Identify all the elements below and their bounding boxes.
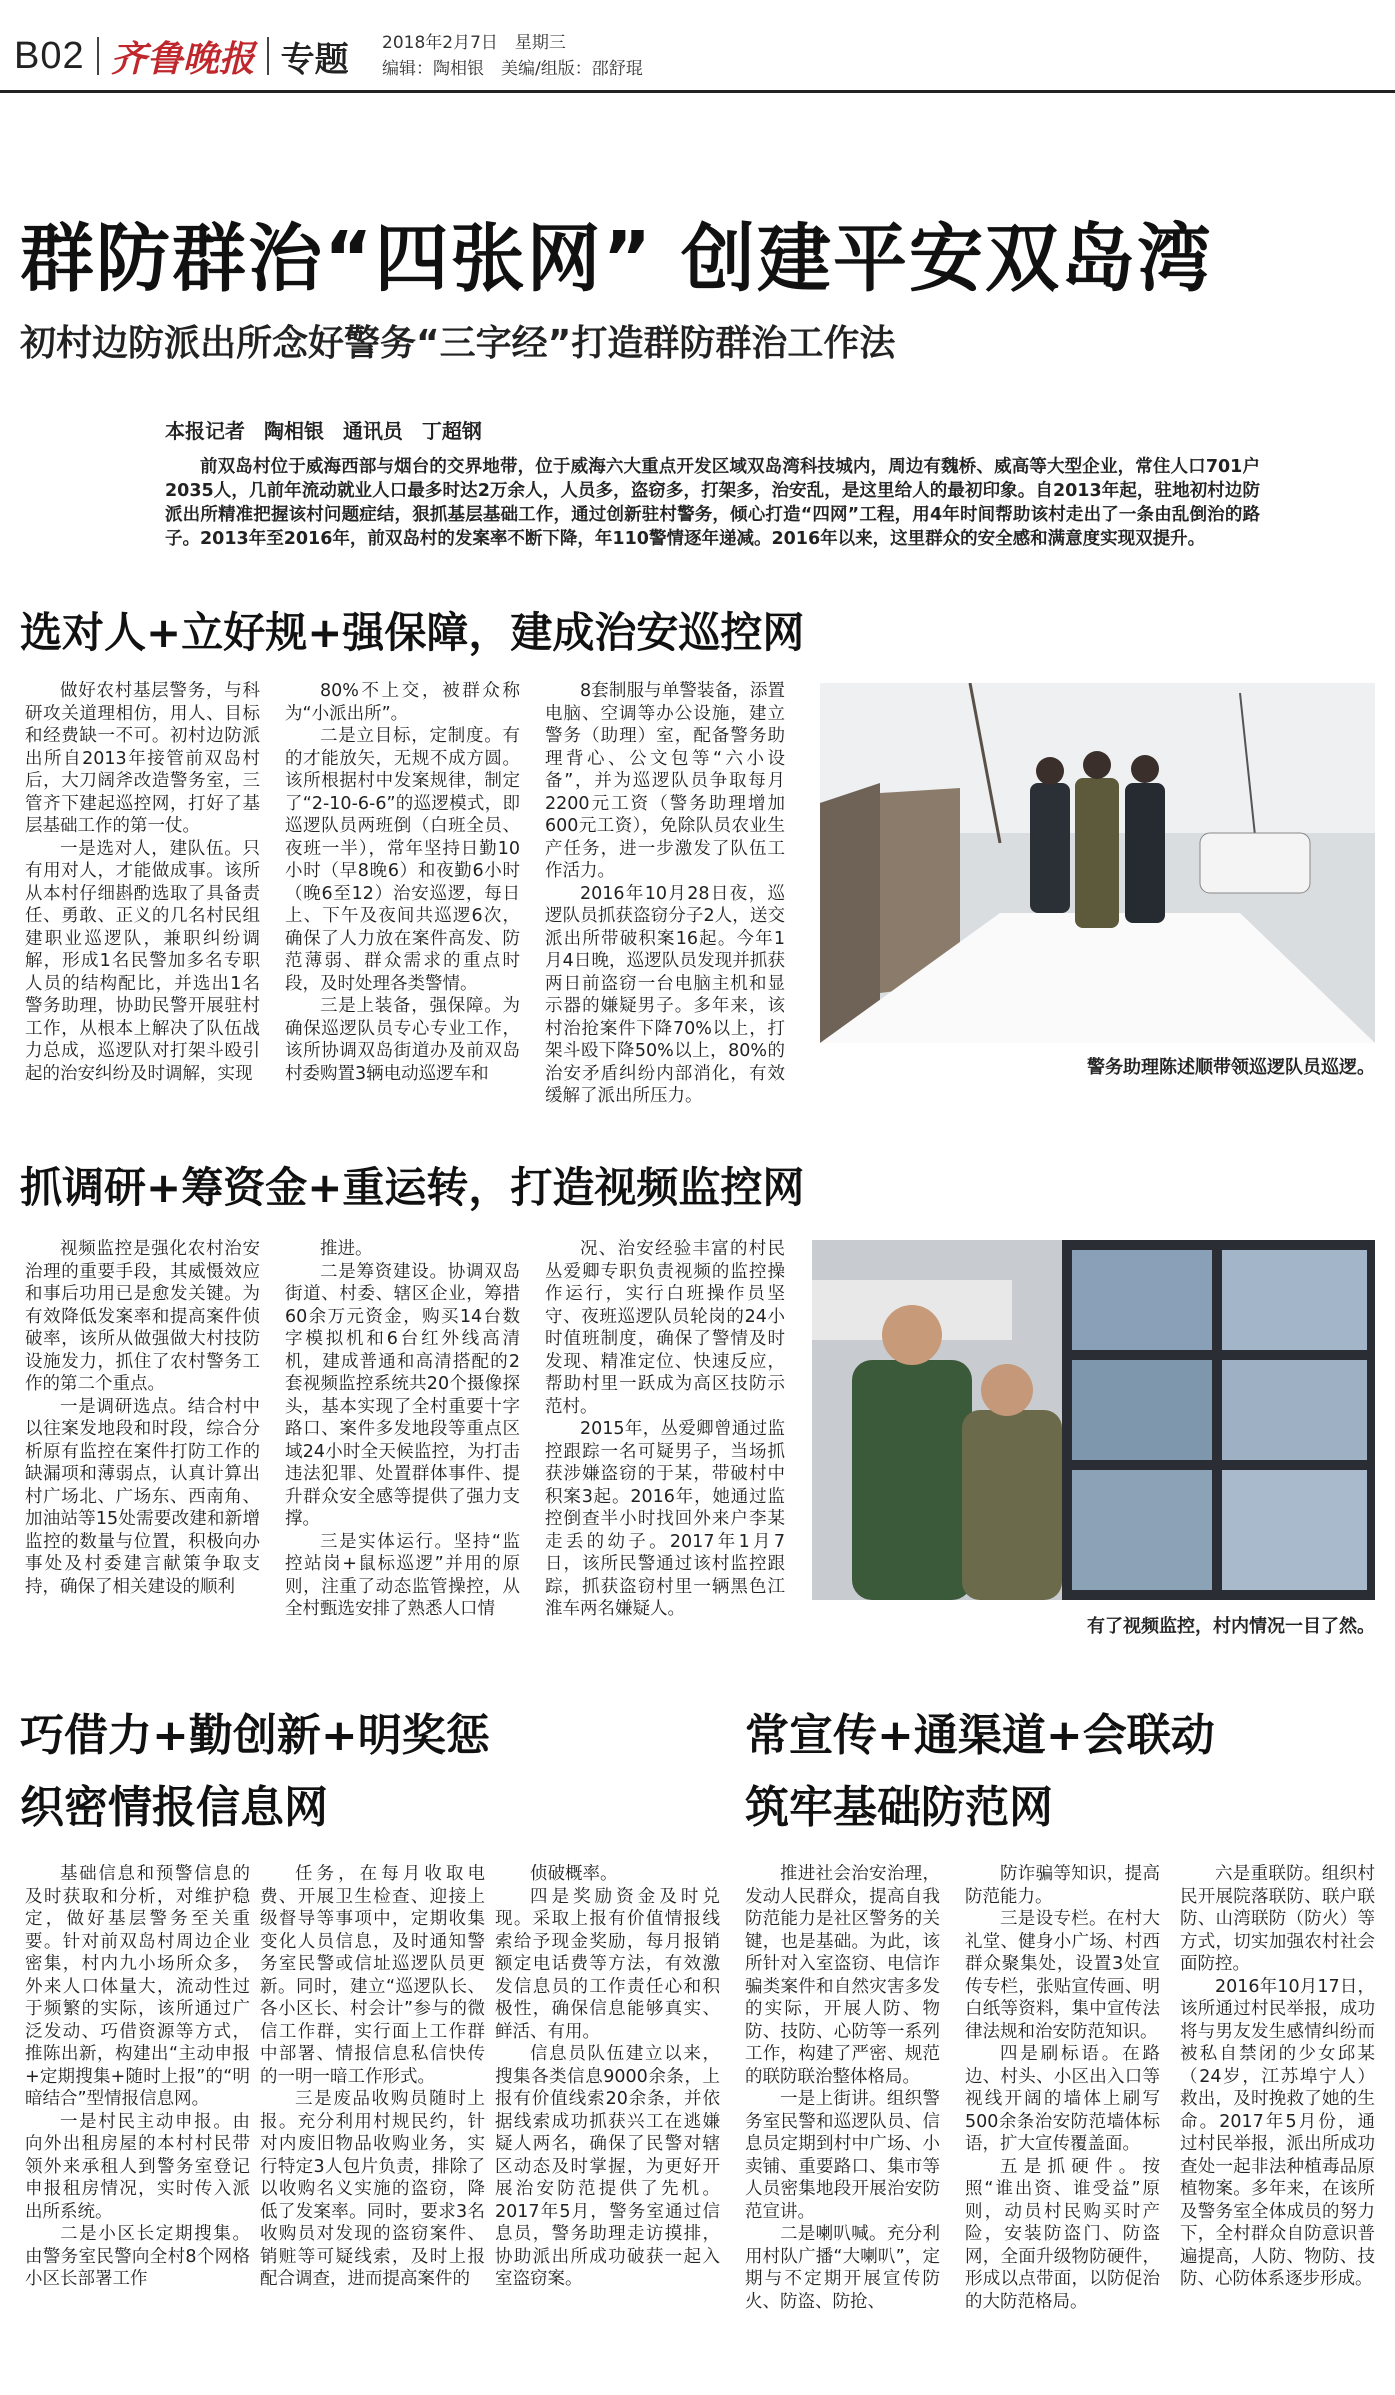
paragraph: 侦破概率。: [530, 1864, 618, 1884]
section3-title: [20, 1700, 490, 1844]
section4-column-1: [745, 1863, 940, 2388]
paragraph: 2015年，丛爱卿曾通过监控跟踪一名可疑男子，当场抓获涉嫌盗窃的于某，带破村中积案3起。2016年，她通过监控倒查半小时找回外来户李某走丢的幼子。2017年1月7日，该所民警通过该村监控跟踪，抓获盗窃村里一辆黑色江淮车两名嫌疑人。: [545, 1419, 785, 1619]
paragraph: 做好农村基层警务，与科研攻关道理相仿，用人、目标和经费缺一不可。初村边防派出所自2013年接管前双岛村后，大刀阔斧改造警务室，三管齐下建起巡控网，打好了基层基础工作的第一仗。: [25, 681, 260, 836]
section2-column-2: [285, 1238, 520, 1678]
section4-title: [745, 1700, 1215, 1844]
section1-title: 选对人+立好规+强保障，建成治安巡控网: [20, 608, 805, 657]
byline: [165, 415, 494, 444]
paragraph: 一是选对人，建队伍。只有用对人，才能做成事。该所从本村仔细斟酌选取了具备责任、勇敢、正义的几名村民组建职业巡逻队，兼职纠纷调解，形成1名民警加多名专职人员的结构配比，并选出1名警务助理，协助民警开展驻村工作，从根本上解决了队伍战力总成，巡逻队对打架斗殴引起的治安纠纷及时调解，实现: [25, 838, 260, 1084]
paragraph: 2016年10月28日夜，巡逻队员抓获盗窃分子2人，送交派出所带破积案16起。今年1月4日晚，巡逻队员发现并抓获两日前盗窃一台电脑主机和显示器的嫌疑男子。多年来，该村治抢案件下降70%以上，打架斗殴下降50%以上，80%的治安矛盾纠纷内部消化，有效缓解了派出所压力。: [545, 883, 785, 1106]
paragraph: 六是重联防。组织村民开展院落联防、联户联防、山湾联防（防火）等方式，切实加强农村社会面防控。: [1180, 1864, 1375, 1974]
section-name: 专题: [280, 39, 349, 80]
paragraph: 80%不上交，被群众称为“小派出所”。: [285, 681, 520, 724]
section2-column-3: [545, 1238, 785, 1678]
newspaper-logo: 齐鲁晚报: [110, 37, 255, 80]
section4-column-3: [1180, 1863, 1375, 2388]
section3-title-line1: 巧借力+勤创新+明奖惩: [20, 1710, 490, 1761]
section3-column-1: [25, 1863, 250, 2388]
section3-column-3: [495, 1863, 720, 2388]
surveillance-photo-image: [812, 1240, 1375, 1600]
section2-title: 抓调研+筹资金+重运转，打造视频监控网: [20, 1163, 805, 1212]
paragraph: 三是实体运行。坚持“监控站岗+鼠标巡逻”并用的原则，注重了动态监管操控，从全村甄选安排了熟悉人口情: [285, 1531, 520, 1619]
surveillance-photo: [812, 1240, 1375, 1600]
paragraph: 况、治安经验丰富的村民丛爱卿专职负责视频的监控操作运行，实行白班操作员坚守、夜班巡逻队员轮岗的24小时值班制度，确保了警情及时发现、精准定位、快速反应，帮助村里一跃成为高区技防示范村。: [545, 1239, 785, 1417]
section3-title-line2: 织密情报信息网: [20, 1782, 328, 1833]
paragraph: 四是奖励资金及时兑现。采取上报有价值情报线索给予现金奖励，每月报销额定电话费等方法，有效激发信息员的工作责任心和积极性，确保信息能够真实、鲜活、有用。: [495, 1886, 720, 2042]
paragraph: 防诈骗等知识，提高防范能力。: [965, 1864, 1160, 1907]
reporter-name: 陶相银: [263, 419, 324, 443]
issue-date: 2018年2月7日 星期三: [382, 33, 566, 53]
correspondent-label: 通讯员: [342, 419, 403, 443]
lead-paragraph: 前双岛村位于威海西部与烟台的交界地带，位于威海六大重点开发区域双岛湾科技城内，周边有魏桥、威高等大型企业，常住人口701户2035人，几前年流动就业人口最多时达2万余人，人员多，盗窃多，打架多，治安乱，是这里给人的最初印象。自2013年起，驻地初村边防派出所精准把握该村问题症结，狠抓基层基础工作，通过创新驻村警务，倾心打造“四网”工程，用4年时间帮助该村走出了一条由乱倒治的路子。2013年至2016年，前双岛村的发案率不断下降，年110警情逐年递减。2016年以来，这里群众的安全感和满意度实现双提升。: [165, 457, 1260, 549]
section1-column-1: [25, 680, 260, 1120]
headline: 群防群治“四张网” 创建平安双岛湾: [20, 216, 1214, 302]
masthead-divider: [97, 37, 99, 75]
paragraph: 2016年10月17日，该所通过村民举报，成功将与男友发生感情纠纷而被私自禁闭的少女邱某（24岁，江苏埠宁人）救出，及时挽救了她的生命。2017年5月份，通过村民举报，派出所成功查处一起非法种植毒品原植物案。多年来，在该所及警务室全体成员的努力下，全村群众自防意识普遍提高，人防、物防、技防、心防体系逐步形成。: [1180, 1976, 1375, 2289]
paragraph: 信息员队伍建立以来，搜集各类信息9000余条，上报有价值线索20余条，并依据线索成功抓获兴工在逃嫌疑人两名，确保了民警对辖区动态及时掌握，为更好开展治安防范提供了先机。2017年5月，警务室通过信息员，警务助理走访摸排，协助派出所成功破获一起入室盗窃案。: [495, 2044, 720, 2289]
paragraph: 8套制服与单警装备，添置电脑、空调等办公设施，建立警务（助理）室，配备警务助理背心、公文包等“六小设备”，并为巡逻队员争取每月2200元工资（警务助理增加600元工资），免除队员农业生产任务，进一步激发了队伍工作活力。: [545, 681, 785, 881]
section3-column-2: [260, 1863, 485, 2388]
paragraph: 任务，在每月收取电费、开展卫生检查、迎接上级督导等事项中，定期收集变化人员信息，及时通知警务室民警或信址巡逻队员更新。同时，建立“巡逻队长、各小区长、村会计”参与的微信工作群，实行面上工作群中部署、情报信息私信快传的一明一暗工作形式。: [260, 1864, 485, 2087]
section1-column-2: [285, 680, 520, 1120]
reporter-label: 本报记者: [165, 419, 245, 443]
correspondent-name: 丁超钢: [421, 419, 482, 443]
paragraph: 三是上装备，强保障。为确保巡逻队员专心专业工作，该所协调双岛街道办及前双岛村委购置3辆电动巡逻车和: [285, 996, 520, 1084]
section2-photo-caption: 有了视频监控，村内情况一目了然。: [1087, 1616, 1375, 1637]
section4-title-line1: 常宣传+通渠道+会联动: [745, 1710, 1215, 1761]
section2-column-1: [25, 1238, 260, 1678]
paragraph: 二是立目标，定制度。有的才能放矢，无规不成方圆。该所根据村中发案规律，制定了“2-10-6-6”的巡逻模式，即巡逻队员两班倒（白班全员、夜班一半），常年坚持日勤10小时（早8晚6）和夜勤6小时（晚6至12）治安巡逻，每日上、下午及夜间共巡逻6次，确保了人力放在案件高发、防范薄弱、群众需求的重点时段，及时处理各类警情。: [285, 726, 520, 994]
paragraph: 三是废品收购员随时上报。充分利用村规民约，针对内废旧物品收购业务，实行特定3人包片负责，排除了以收购名义实施的盗窃，降低了发案率。同时，要求3名收购员对发现的盗窃案件、销赃等可疑线索，及时上报配合调查，进而提高案件的: [260, 2089, 485, 2289]
section4-column-2: [965, 1863, 1160, 2388]
patrol-photo: [820, 683, 1375, 1043]
subheadline: 初村边防派出所念好警务“三字经”打造群防群治工作法: [20, 323, 896, 364]
masthead-rule: [0, 90, 1395, 93]
section1-photo-caption: 警务助理陈述顺带领巡逻队员巡逻。: [1087, 1057, 1375, 1078]
section1-column-3: [545, 680, 785, 1120]
paragraph: 一是调研选点。结合村中以往案发地段和时段，综合分析原有监控在案件打防工作的缺漏项和薄弱点，认真计算出村广场北、广场东、西南角、加油站等15处需要改建和新增监控的数量与位置，积极向办事处及村委建言献策争取支持，确保了相关建设的顺利: [25, 1396, 260, 1597]
paragraph: 推进。: [320, 1239, 373, 1259]
paragraph: 视频监控是强化农村治安治理的重要手段，其威慑效应和事后功用已是愈发关键。为有效降低发案率和提高案件侦破率，该所从做强做大村技防设施发力，抓住了农村警务工作的第二个重点。: [25, 1239, 260, 1394]
paragraph: 一是村民主动申报。由向外出租房屋的本村村民带领外来承租人到警务室登记申报租房情况，实时传入派出所系统。: [25, 2111, 250, 2222]
paragraph: 二是筹资建设。协调双岛街道、村委、辖区企业，筹措60余万元资金，购买14台数字模拟机和6台红外线高清机，建成普通和高清搭配的2套视频监控系统共20个摄像探头，基本实现了全村重要十字路口、案件多发地段等重点区域24小时全天候监控，为打击违法犯罪、处置群体事件、提升群众安全感等提供了强力支撑。: [285, 1261, 520, 1529]
masthead: [14, 30, 349, 82]
paragraph: 五是抓硬件。按照“谁出资、谁受益”原则，动员村民购买时产险，安装防盗门、防盗网，全面升级物防硬件，形成以点带面，以防促治的大防范格局。: [965, 2156, 1160, 2312]
editor-credits: 编辑：陶相银 美编/组版：邵舒琨: [382, 59, 643, 79]
issue-meta: [382, 30, 643, 82]
paragraph: 二是小区长定期搜集。由警务室民警向全村8个网格小区长部署工作: [25, 2224, 250, 2289]
masthead-divider: [267, 37, 269, 75]
paragraph: 四是刷标语。在路边、村头、小区出入口等视线开阔的墙体上刷写500余条治安防范墙体标语，扩大宣传覆盖面。: [965, 2044, 1160, 2154]
paragraph: 三是设专栏。在村大礼堂、健身小广场、村西群众聚集处，设置3处宣传专栏，张贴宣传画、明白纸等资料，集中宣传法律法规和治安防范知识。: [965, 1909, 1160, 2042]
paragraph: 基础信息和预警信息的及时获取和分析，对维护稳定，做好基层警务至关重要。针对前双岛村周边企业密集，村内九小场所众多，外来人口体量大，流动性过于频繁的实际，该所通过广泛发动、巧借资源等方式，推陈出新，构建出“主动申报+定期搜集+随时上报”的“明暗结合”型情报信息网。: [25, 1864, 250, 2109]
page-number: B02: [14, 34, 85, 77]
paragraph: 一是上街讲。组织警务室民警和巡逻队员、信息员定期到村中广场、小卖铺、重要路口、集市等人员密集地段开展治安防范宣讲。: [745, 2089, 940, 2222]
paragraph: 二是喇叭喊。充分利用村队广播“大喇叭”，定期与不定期开展宣传防火、防盗、防抢、: [745, 2224, 940, 2312]
section4-title-line2: 筑牢基础防范网: [745, 1782, 1053, 1833]
paragraph: 推进社会治安治理，发动人民群众，提高自我防范能力是社区警务的关键，也是基础。为此，该所针对入室盗窃、电信诈骗类案件和自然灾害多发的实际，开展人防、物防、技防、心防等一系列工作，构建了严密、规范的联防联治整体格局。: [745, 1864, 940, 2087]
patrol-photo-image: [820, 683, 1375, 1043]
